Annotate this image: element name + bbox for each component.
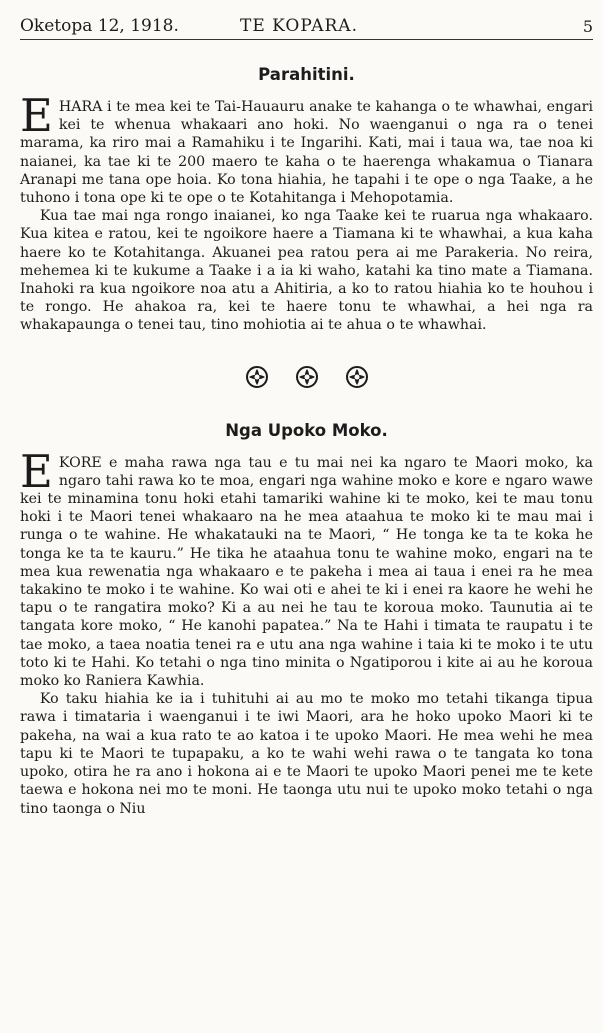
article1-paragraph-1 [20,89,593,207]
article1-paragraph-1-text: HARA i te mea kei te Tai-Hauauru anake te kahanga o te whawhai, engari kei te whenua whakaari ano hoki. No waenganui o nga ra o tenei marama, ka riro mai a Ramahiku i te Ingarihi. Kati, mai i taua wa, tae noa ki naianei, ka tae ki te 200 maero te kaha o te haerenga whakamua o Tianara Aranapi me tana ope hoia. Ko tona hiahia, he tapahi i te ope o nga Taake, a he tuhono i tona ope ki te ope o te Kotahitanga i Mehopotamia. [20,99,593,207]
article-title-parahitini: Parahitini. [258,65,355,84]
flower-ornament-icon [345,365,369,389]
flower-ornament-icon [245,365,269,389]
journal-title: TE KOPARA. [240,16,358,36]
article-title-nga-upoko-moko: Nga Upoko Moko. [225,420,388,440]
section-divider [20,365,593,389]
article2-paragraph-2: Ko taku hiahia ke ia i tuhituhi ai au mo te moko mo tetahi tikanga tipua rawa i timataria i waenganui i te iwi Maori, ara he hoko upoko Maori ki te pakeha, na wai a kua rato te ao katoa i te upoko Maori. He mea wehi he mea tapu ki te Maori te tupapaku, a ko te wahi wehi rawa o te tangata ko tona upoko, otira he ra ano i hokona ai e te Maori te upoko Maori penei me te kete taewa e hokona nei mo te moni. He taonga utu nui te upoko moko tetahi o nga tino taonga o Niu [20,691,593,817]
article1-paragraph-2: Kua tae mai nga rongo inaianei, ko nga Taake kei te ruarua nga whakaaro. Kua kitea e ratou, kei te ngoikore haere a Tiamana ki te whawhai, a kua kaha haere ko te Kotahitanga. Akuanei pea ratou pera ai me Parakeria. No reira, mehemea ki te kukume a Taake i a ia ki waho, katahi ka tino mate a Tiamana. Inahoki ra kua ngoikore noa atu a Ahitiria, a ko to ratou hiahia ko te houhou i te rongo. He ahakoa ra, kei te haere tonu te whawhai, a hei nga ra whakapaunga o tenei tau, tino mohiotia ai te ahua o te whawhai. [20,208,593,334]
drop-cap: E [20,444,53,498]
drop-cap: E [20,89,53,142]
article2-paragraph-1 [20,444,593,691]
article2-paragraph-1-text: KORE e maha rawa nga tau e tu mai nei ka ngaro te Maori moko, ka ngaro tahi rawa ko te moa, engari nga wahine moko e kore e ngaro wawe kei te minamina tonu hoki etahi tamariki wahine ki te moko, kei te mau tonu hoki i te Maori tenei whakaaro na he mea ataahua te moko ki te mau mai i runga o te wahine. He whakatauki na te Maori, “ He tonga ke ta te koka he tonga ke ta te kauru.” He tika he ataahua tonu te wahine moko, engari na te mea kua rewenatia nga whakaaro e te pakeha i mea ai taua i enei ra he mea takakino te moko i te wahine. Ko wai oti e ahei te ki i enei ra kaore he wehi he tapu o te rangatira moko? Ki a au nei he tau te koroua moko. Taunutia ai te tangata kore moko, “ He kanohi papatea.” Na te Hahi i timata te raupatu i te tae moko, a taea noatia tenei ra e utu ana nga wahine i taia ki te moko i te utu toto ki te Hahi. Ko tetahi o nga tino minita o Ngatiporou i kite ai au he koroua moko ko Raniera Kawhia. [20,454,593,690]
flower-ornament-icon [295,365,319,389]
issue-date: Oketopa 12, 1918. [20,16,179,36]
page-header [20,0,593,40]
page-number: 5 [582,17,593,36]
